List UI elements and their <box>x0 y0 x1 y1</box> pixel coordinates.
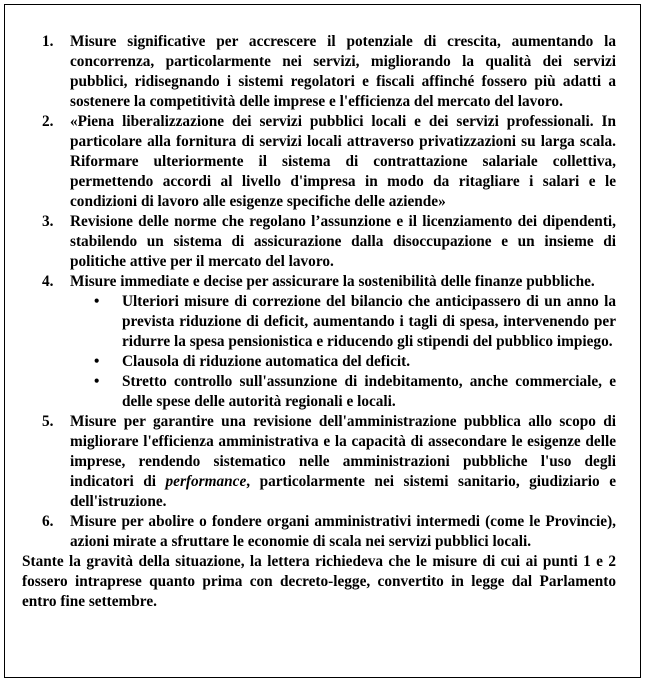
item-text: Misure per abolire o fondere organi amministrativi intermedi (come le Provincie), azioni mirate a sfruttare le economie di scala nei servizi pubblici locali. <box>70 513 616 550</box>
item-number: 5. <box>42 413 54 430</box>
item-text-italic: performance <box>165 473 247 490</box>
bullet-icon: • <box>94 373 100 390</box>
bullet-text: Clausola di riduzione automatica del deficit. <box>122 353 411 370</box>
list-item <box>22 32 616 112</box>
list-item <box>22 112 616 212</box>
item-text: Revisione delle norme che regolano l’assunzione e il licenziamento dei dipendenti, stabilendo un sistema di assicurazione dalla disoccupazione e un insieme di politiche attive per il mercato del lavoro. <box>70 213 616 270</box>
item-text: Misure immediate e decise per assicurare la sostenibilità delle finanze pubbliche. <box>70 273 595 290</box>
item-number: 4. <box>42 273 54 290</box>
list-item <box>22 512 616 552</box>
item-text: Misure significative per accrescere il potenziale di crescita, aumentando la concorrenza, particolarmente nei servizi, migliorando la qualità dei servizi pubblici, ridisegnando i sistemi regolatori e fiscali affinché fossero più adatti a sostenere la competitività delle imprese e l'efficienza del mercato del lavoro. <box>70 33 616 110</box>
item-text-end: , particolarmente nei sistemi sanitario, giudiziario e dell'istruzione. <box>70 473 616 510</box>
bullet-text: Ulteriori misure di correzione del bilancio che anticipassero di un anno la prevista riduzione di deficit, aumentando i tagli di spesa, intervenendo per ridurre la spesa pensionistica e riducendo gli stipendi del pubblico impiego. <box>122 293 616 350</box>
list-item <box>22 212 616 272</box>
bullet-icon: • <box>94 293 100 310</box>
list-item <box>22 272 616 412</box>
item-number: 1. <box>42 33 54 50</box>
bullet-text: Stretto controllo sull'assunzione di indebitamento, anche commerciale, e delle spese delle autorità regionali e locali. <box>122 373 616 410</box>
bullet-item <box>70 292 616 352</box>
bullet-item <box>70 352 616 372</box>
item-text: «Piena liberalizzazione dei servizi pubblici locali e dei servizi professionali. In particolare alla fornitura di servizi locali attraverso privatizzazioni su larga scala. Riformare ulteriormente il sistema di contrattazione salariale collettiva, permettendo accordi al livello d'impresa in modo da ritagliare i salari e le condizioni di lavoro alle esigenze specifiche delle aziende» <box>70 113 616 210</box>
list-item <box>22 412 616 512</box>
sub-bullet-list <box>70 292 616 412</box>
item-number: 3. <box>42 213 54 230</box>
item-text-start: Misure per garantire una revisione dell'amministrazione pubblica allo scopo di migliorare l'efficienza amministrativa e la capacità di assecondare le esigenze delle imprese, rendendo sistematico nelle amministrazioni pubbliche l'uso degli indicatori di <box>70 413 616 490</box>
item-number: 2. <box>42 113 54 130</box>
bullet-item <box>70 372 616 412</box>
text-box <box>4 4 641 678</box>
measures-list <box>22 32 616 552</box>
item-number: 6. <box>42 513 54 530</box>
bullet-icon: • <box>94 353 100 370</box>
closing-paragraph: Stante la gravità della situazione, la lettera richiedeva che le misure di cui ai punti 1 e 2 fossero intraprese quanto prima con decreto-legge, convertito in legge dal Parlamento entro fine settembre. <box>22 553 616 610</box>
